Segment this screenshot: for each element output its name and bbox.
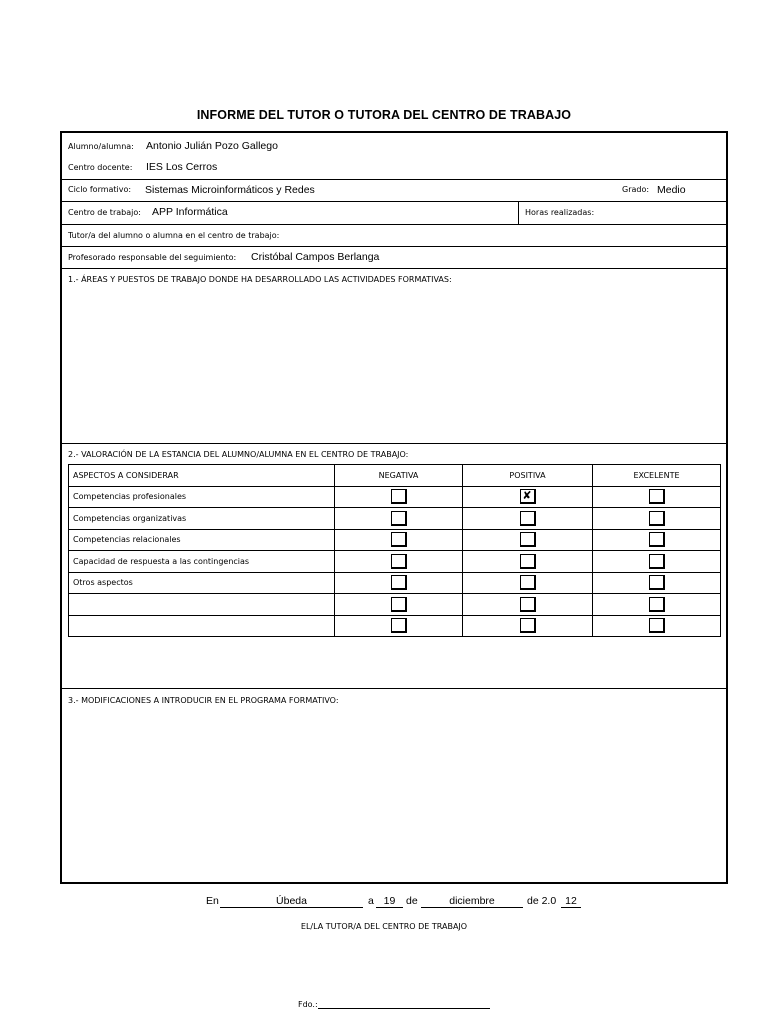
negativa-checkbox[interactable] [391, 489, 407, 504]
positiva-checkbox[interactable] [520, 575, 536, 590]
alumno-value[interactable]: Antonio Julián Pozo Gallego [146, 140, 278, 152]
aspect-label [69, 615, 335, 637]
alumno-label: Alumno/alumna: [68, 142, 134, 151]
ciclo-row [62, 180, 726, 202]
negativa-checkbox[interactable] [391, 597, 407, 612]
col-positiva: POSITIVA [463, 465, 593, 487]
negativa-cell [335, 551, 463, 573]
check-mark-icon: ✘ [522, 489, 532, 503]
ciclo-value[interactable]: Sistemas Microinformáticos y Redes [145, 184, 315, 196]
place-field[interactable]: Úbeda [220, 895, 363, 908]
excelente-checkbox[interactable] [649, 554, 665, 569]
positiva-cell [463, 551, 593, 573]
student-row [62, 133, 726, 180]
valoracion-header-row [69, 465, 721, 487]
positiva-cell [463, 508, 593, 530]
positiva-cell [463, 529, 593, 551]
positiva-checkbox[interactable] [520, 489, 536, 504]
valoracion-row [69, 594, 721, 616]
month-field[interactable]: diciembre [421, 895, 523, 908]
document-title: INFORME DEL TUTOR O TUTORA DEL CENTRO DE TRABAJO [196, 108, 572, 122]
profesorado-row [62, 247, 726, 269]
signature-line[interactable] [318, 1008, 490, 1009]
section-modificaciones-heading: 3.- MODIFICACIONES A INTRODUCIR EN EL PROGRAMA FORMATIVO: [68, 696, 339, 705]
negativa-cell [335, 572, 463, 594]
positiva-checkbox[interactable] [520, 597, 536, 612]
excelente-cell [593, 508, 721, 530]
report-form [60, 131, 728, 884]
negativa-cell [335, 594, 463, 616]
centro-trabajo-label: Centro de trabajo: [68, 208, 141, 217]
excelente-cell [593, 572, 721, 594]
grado-label: Grado: [622, 185, 650, 194]
negativa-checkbox[interactable] [391, 532, 407, 547]
excelente-cell [593, 551, 721, 573]
valoracion-row [69, 529, 721, 551]
valoracion-row [69, 551, 721, 573]
negativa-checkbox[interactable] [391, 554, 407, 569]
excelente-cell [593, 594, 721, 616]
negativa-cell [335, 529, 463, 551]
aspect-label: Capacidad de respuesta a las contingencias [69, 551, 335, 573]
de-year-label: de 2.0 [527, 895, 557, 907]
negativa-checkbox[interactable] [391, 575, 407, 590]
excelente-checkbox[interactable] [649, 511, 665, 526]
valoracion-table [68, 464, 721, 637]
a-label: a [368, 895, 374, 907]
aspect-label: Competencias relacionales [69, 529, 335, 551]
negativa-checkbox[interactable] [391, 511, 407, 526]
negativa-checkbox[interactable] [391, 618, 407, 633]
positiva-checkbox[interactable] [520, 554, 536, 569]
signer-label: EL/LA TUTOR/A DEL CENTRO DE TRABAJO [300, 922, 468, 931]
col-excelente: EXCELENTE [593, 465, 721, 487]
excelente-cell [593, 529, 721, 551]
col-negativa: NEGATIVA [335, 465, 463, 487]
valoracion-row [69, 486, 721, 508]
section-modificaciones [62, 689, 726, 884]
aspect-label: Otros aspectos [69, 572, 335, 594]
grado-value[interactable]: Medio [657, 184, 686, 196]
fdo-label: Fdo.: [298, 1000, 318, 1009]
centro-docente-label: Centro docente: [68, 163, 133, 172]
excelente-checkbox[interactable] [649, 489, 665, 504]
horas-label: Horas realizadas: [525, 208, 595, 217]
positiva-cell [463, 572, 593, 594]
tutor-label: Tutor/a del alumno o alumna en el centro de trabajo: [68, 231, 280, 240]
centro-trabajo-row [62, 202, 726, 225]
ciclo-label: Ciclo formativo: [68, 185, 132, 194]
aspect-label: Competencias profesionales [69, 486, 335, 508]
section-valoracion-heading: 2.- VALORACIÓN DE LA ESTANCIA DEL ALUMNO/ALUMNA EN EL CENTRO DE TRABAJO: [68, 450, 409, 459]
valoracion-row [69, 508, 721, 530]
year-field[interactable]: 12 [561, 895, 581, 908]
section-areas [62, 269, 726, 444]
centro-docente-value[interactable]: IES Los Cerros [146, 161, 218, 173]
excelente-cell [593, 486, 721, 508]
excelente-checkbox[interactable] [649, 575, 665, 590]
positiva-checkbox[interactable] [520, 618, 536, 633]
negativa-cell [335, 486, 463, 508]
positiva-checkbox[interactable] [520, 532, 536, 547]
positiva-cell [463, 486, 593, 508]
positiva-checkbox[interactable] [520, 511, 536, 526]
col-aspectos: ASPECTOS A CONSIDERAR [69, 465, 335, 487]
positiva-cell [463, 594, 593, 616]
valoracion-row [69, 615, 721, 637]
centro-trabajo-value[interactable]: APP Informática [152, 206, 228, 218]
excelente-cell [593, 615, 721, 637]
excelente-checkbox[interactable] [649, 532, 665, 547]
aspect-label [69, 594, 335, 616]
day-field[interactable]: 19 [376, 895, 403, 908]
valoracion-row [69, 572, 721, 594]
positiva-cell [463, 615, 593, 637]
excelente-checkbox[interactable] [649, 597, 665, 612]
negativa-cell [335, 615, 463, 637]
excelente-checkbox[interactable] [649, 618, 665, 633]
profesorado-label: Profesorado responsable del seguimiento: [68, 253, 237, 262]
tutor-row [62, 225, 726, 247]
de-label: de [406, 895, 418, 907]
en-label: En [206, 895, 219, 907]
section-areas-heading: 1.- ÁREAS Y PUESTOS DE TRABAJO DONDE HA DESARROLLADO LAS ACTIVIDADES FORMATIVAS: [68, 275, 452, 284]
aspect-label: Competencias organizativas [69, 508, 335, 530]
horas-divider [518, 202, 519, 224]
profesorado-value[interactable]: Cristóbal Campos Berlanga [251, 251, 380, 263]
negativa-cell [335, 508, 463, 530]
